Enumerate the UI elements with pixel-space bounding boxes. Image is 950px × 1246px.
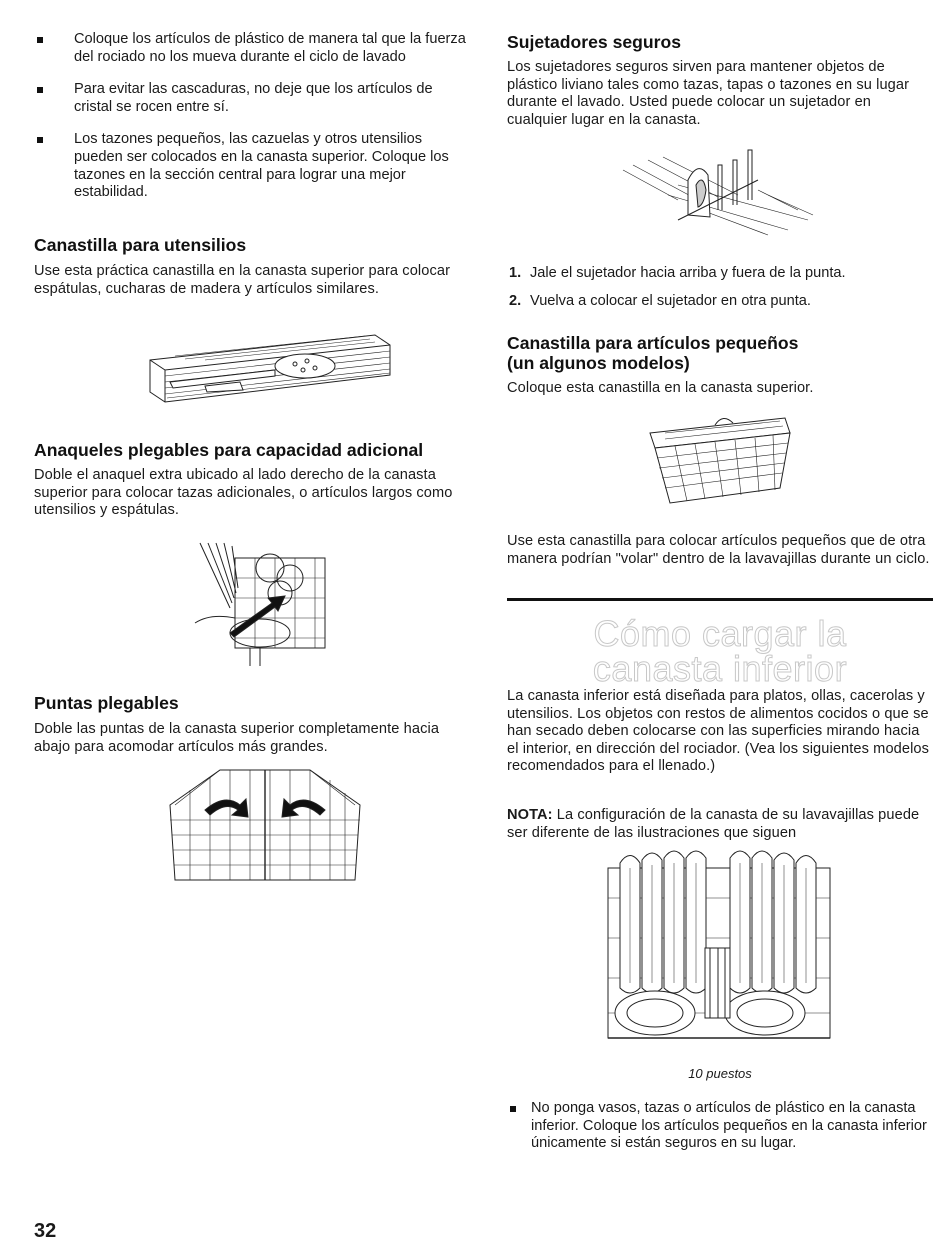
step-number: 2. — [509, 292, 522, 309]
lower-rack-title-2: canasta inferior — [592, 648, 848, 689]
utensil-basket-heading: Canastilla para utensilios — [34, 235, 247, 255]
utensil-basket-illustration — [145, 330, 395, 415]
step-item — [507, 265, 932, 283]
bullet-item: No ponga vasos, tazas o artículos de plástico en la canasta inferior. Coloque los artículos pequeños en la canasta inferior únicamente si están seguros en su lugar. — [507, 1100, 933, 1153]
holder-illustration — [618, 145, 818, 245]
fold-tines-heading: Puntas plegables — [34, 693, 179, 713]
bullet-item: Para evitar las cascaduras, no deje que los artículos de cristal se rocen entre sí. — [34, 81, 474, 116]
bullet-item: Coloque los artículos de plástico de manera tal que la fuerza del rociado no los mueva durante el ciclo de lavado — [34, 31, 474, 66]
small-items-basket-illustration — [645, 413, 795, 508]
step-text: Vuelva a colocar el sujetador en otra punta. — [530, 292, 811, 309]
lower-rack-bullet-list — [507, 1100, 933, 1153]
step-number: 1. — [509, 265, 522, 281]
page-number: 32 — [34, 1220, 57, 1242]
fold-shelves-heading: Anaqueles plegables para capacidad adicional — [34, 440, 424, 460]
note-paragraph — [507, 807, 932, 842]
small-items-text: Coloque esta canastilla en la canasta superior. — [507, 380, 814, 396]
intro-bullet-list — [34, 31, 474, 202]
lower-rack-illustration — [600, 848, 840, 1053]
small-items-text-2: Use esta canastilla para colocar artículos pequeños que de otra manera podrían "volar" dentro de la lavavajillas durante un ciclo. — [507, 533, 930, 567]
holders-heading: Sujetadores seguros — [507, 32, 682, 52]
utensil-basket-text: Use esta práctica canastilla en la canasta superior para colocar espátulas, cucharas de madera y artículos similares. — [34, 263, 451, 297]
figure-caption: 10 puestos — [688, 1066, 752, 1081]
small-items-heading-1: Canastilla para artículos pequeños — [507, 333, 799, 353]
section-divider — [507, 598, 933, 601]
fold-tines-illustration — [160, 765, 370, 890]
fold-tines-text: Doble las puntas de la canasta superior completamente hacia abajo para acomodar artículos más grandes. — [34, 721, 440, 755]
step-item — [507, 293, 932, 311]
bullet-item: Los tazones pequeños, las cazuelas y otros utensilios pueden ser colocados en la canasta superior. Coloque los tazones en la sección central para lograr una mejor estabilidad. — [34, 131, 474, 201]
holders-text: Los sujetadores seguros sirven para mantener objetos de plástico liviano tales como tazas, tapas o tazones en su lugar durante el lavado. Usted puede colocar un sujetador en cualquier lugar en la canasta. — [507, 59, 910, 128]
step-text: Jale el sujetador hacia arriba y fuera de la punta. — [530, 265, 846, 281]
lower-rack-text: La canasta inferior está diseñada para platos, ollas, cacerolas y utensilios. Los objetos con restos de alimentos cocidos o que se han secado deben colocarse con las superficies mirando hacia el interior, en dirección del rociador. (Vea los siguientes modelos recomendados para el llenado.) — [507, 688, 930, 775]
note-label: NOTA: — [507, 807, 553, 823]
lower-rack-title-1: Cómo cargar la — [593, 613, 847, 654]
fold-shelf-illustration — [190, 538, 335, 668]
holder-steps — [507, 265, 932, 310]
note-text: La configuración de la canasta de su lavavajillas puede ser diferente de las ilustraciones que siguen — [507, 807, 920, 841]
small-items-heading-2: (un algunos modelos) — [507, 353, 690, 373]
fold-shelves-text: Doble el anaquel extra ubicado al lado derecho de la canasta superior para colocar tazas adicionales, o artículos largos como utensilios y espátulas. — [34, 467, 453, 519]
